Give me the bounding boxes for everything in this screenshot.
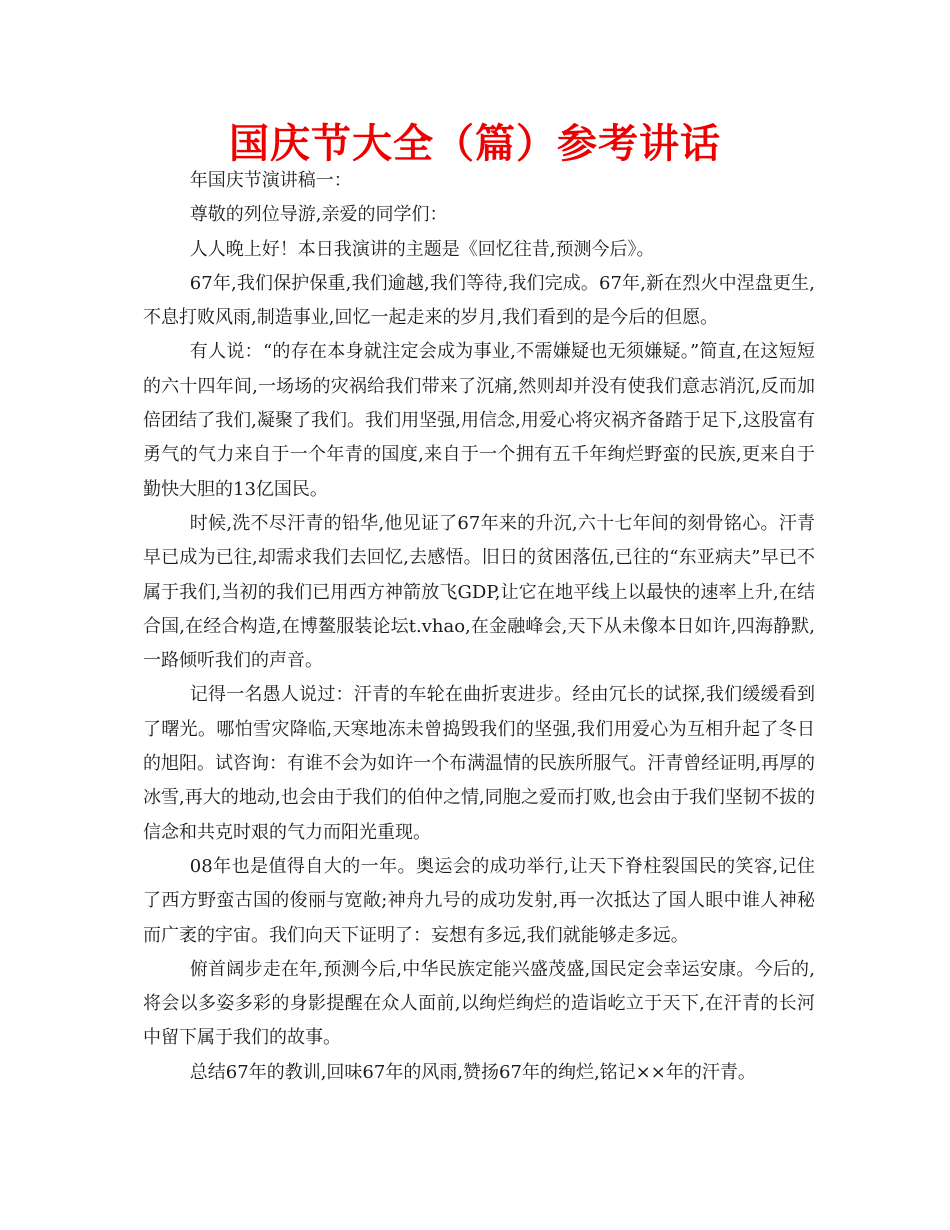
paragraph: 67年,我们保护保重,我们逾越,我们等待,我们完成。67年,新在烈火中涅盘更生,不息打败风雨,制造事业,回忆一起走来的岁月,我们看到的是今后的但愿。 xyxy=(143,272,815,329)
paragraph: 时候,洗不尽汗青的铅华,他见证了67年来的升沉,六十七年间的刻骨铭心。汗青早已成为已往,却需求我们去回忆,去感悟。旧日的贫困落伍,已往的“东亚病夫”早已不属于我们,当初的我们已用西方神箭放飞GDP,让它在地平线上以最快的速率上升,在结合国,在经合构造,在博鳌服装论坛t.vhao,在金融峰会,天下从未像本日如许,四海静默,一路倾听我们的声音。 xyxy=(143,512,815,672)
paragraph-conclusion: 总结67年的教训,回味67年的风雨,赞扬67年的绚烂,铭记××年的汗青。 xyxy=(189,1061,756,1083)
paragraph: 有人说：“的存在本身就注定会成为事业,不需嫌疑也无须嫌疑。”简直,在这短短的六十四年间,一场场的灾祸给我们带来了沉痛,然则却并没有使我们意志消沉,反而加倍团结了我们,凝聚了我们。我们用坚强,用信念,用爱心将灾祸齐备踏于足下,这股富有勇气的气力来自于一个年青的国度,来自于一个拥有五千年绚烂野蛮的民族,更来自于勤快大胆的13亿国民。 xyxy=(143,341,815,500)
paragraph-topic: 人人晚上好！本日我演讲的主题是《回忆往昔,预测今后》。 xyxy=(189,238,655,260)
paragraph-greeting: 尊敬的列位导游,亲爱的同学们： xyxy=(189,204,448,226)
document-title: 国庆节大全（篇）参考讲话 xyxy=(229,121,721,167)
document-body xyxy=(143,164,815,1090)
paragraph: 08年也是值得自大的一年。奥运会的成功举行,让天下脊柱裂国民的笑容,记住了西方野蛮古国的俊丽与宽敞;神舟九号的成功发射,再一次抵达了国人眼中谁人神秘而广袤的宇宙。我们向天下证明了：妄想有多远,我们就能够走多远。 xyxy=(143,855,815,946)
paragraph: 俯首阔步走在年,预测今后,中华民族定能兴盛茂盛,国民定会幸运安康。今后的,将会以多姿多彩的身影提醒在众人面前,以绚烂绚烂的造诣屹立于天下,在汗青的长河中留下属于我们的故事。 xyxy=(143,958,815,1049)
paragraph-salutation-heading: 年国庆节演讲稿一： xyxy=(189,170,352,191)
paragraph: 记得一名愚人说过：汗青的车轮在曲折衷进步。经由冗长的试探,我们缓缓看到了曙光。哪怕雪灾降临,天寒地冻未曾捣毁我们的坚强,我们用爱心为互相升起了冬日的旭阳。试咨询：有谁不会为如许一个布满温情的民族所服气。汗青曾经证明,再厚的冰雪,再大的地动,也会由于我们的伯仲之情,同胞之爱而打败,也会由于我们坚韧不拔的信念和共克时艰的气力而阳光重现。 xyxy=(143,684,815,843)
